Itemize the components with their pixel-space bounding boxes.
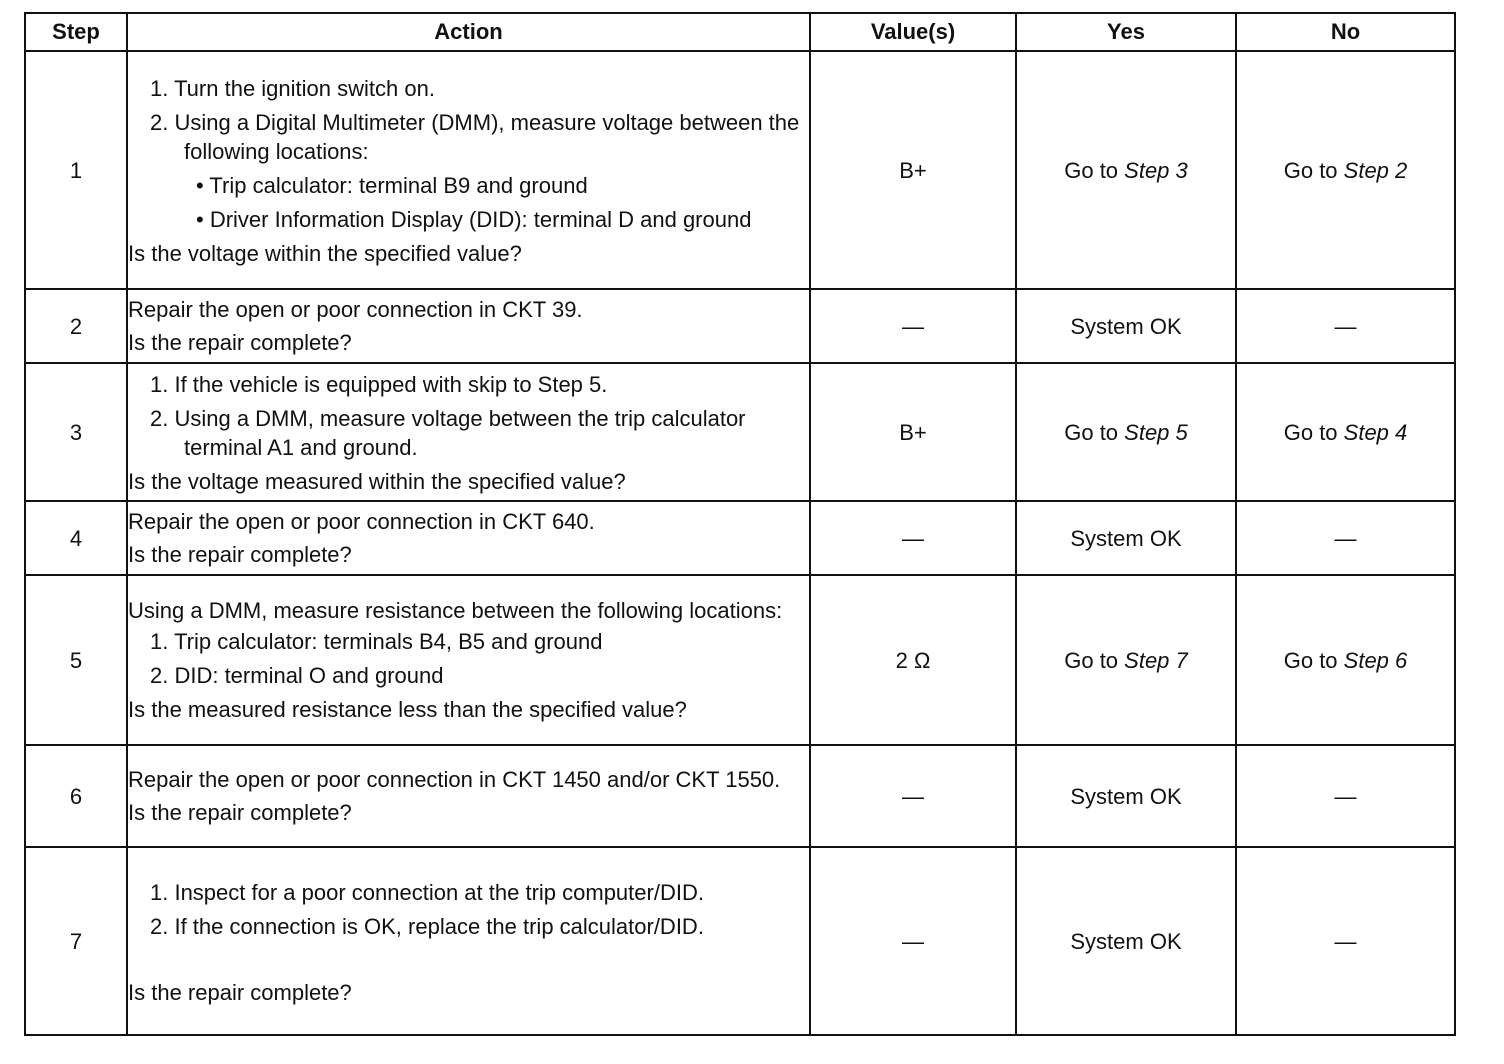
value-cell: B+ [810,51,1016,289]
table-row [25,847,1455,1035]
yes-step-link: Step 5 [1124,419,1188,445]
yes-step-link: Step 3 [1124,157,1188,183]
action-question: Is the measured resistance less than the specified value? [128,697,687,722]
action-text: Repair the open or poor connection in CKT 39. [128,297,583,322]
action-text: Using a DMM, measure resistance between the following locations: [128,598,783,623]
yes-prefix: Go to [1064,647,1125,673]
no-step-link: Step 4 [1343,419,1408,445]
table-row [25,363,1455,501]
yes-cell: System OK [1016,745,1236,847]
table-row [25,501,1455,575]
step-number: 2 [25,289,127,363]
action-bullet: • Driver Information Display (DID): terminal D and ground [196,207,752,232]
action-item: 1. Trip calculator: terminals B4, B5 and ground [150,629,603,654]
yes-prefix: Go to [1064,157,1125,183]
action-question: Is the repair complete? [128,542,352,567]
action-question: Is the voltage within the specified value? [128,241,522,266]
no-step-link: Step 2 [1343,157,1408,183]
step-number: 1 [25,51,127,289]
yes-cell: System OK [1016,289,1236,363]
action-text: Repair the open or poor connection in CKT 640. [128,509,595,534]
header-no: No [1236,13,1455,51]
no-cell [1236,575,1455,745]
header-step: Step [25,13,127,51]
action-cell [127,575,810,745]
step-number: 5 [25,575,127,745]
action-item: 2. Using a Digital Multimeter (DMM), measure voltage between the following locations: [150,110,800,164]
action-cell [127,745,810,847]
no-prefix: Go to [1283,157,1344,183]
no-cell [1236,363,1455,501]
action-question: Is the repair complete? [128,979,352,1005]
action-cell [127,289,810,363]
step-number: 3 [25,363,127,501]
step-number: 6 [25,745,127,847]
yes-cell: System OK [1016,501,1236,575]
action-cell [127,847,810,1035]
action-item: 2. If the connection is OK, replace the trip calculator/DID. [150,913,704,939]
table-row [25,289,1455,363]
action-question: Is the repair complete? [128,330,352,355]
value-cell: — [810,847,1016,1035]
action-cell [127,501,810,575]
action-item: 1. Inspect for a poor connection at the trip computer/DID. [150,879,704,905]
action-item: 2. DID: terminal O and ground [150,663,444,688]
yes-cell: System OK [1016,847,1236,1035]
no-cell [1236,51,1455,289]
no-cell: — [1236,289,1455,363]
header-values: Value(s) [810,13,1016,51]
no-prefix: Go to [1283,419,1344,445]
value-cell: B+ [810,363,1016,501]
action-item: 1. If the vehicle is equipped with skip to Step 5. [150,372,608,397]
diagnostic-table [24,12,1456,1036]
no-prefix: Go to [1283,647,1344,673]
yes-step-link: Step 7 [1124,647,1188,673]
yes-cell [1016,51,1236,289]
no-cell: — [1236,847,1455,1035]
no-cell: — [1236,745,1455,847]
action-question: Is the voltage measured within the specified value? [128,469,626,494]
action-cell [127,363,810,501]
header-yes: Yes [1016,13,1236,51]
step-number: 4 [25,501,127,575]
step-number: 7 [25,847,127,1035]
no-step-link: Step 6 [1343,647,1408,673]
header-action: Action [127,13,810,51]
action-question: Is the repair complete? [128,800,352,825]
header-row [25,13,1455,51]
yes-cell [1016,363,1236,501]
action-cell [127,51,810,289]
table-row [25,745,1455,847]
action-item: 1. Turn the ignition switch on. [150,76,435,101]
action-bullet: • Trip calculator: terminal B9 and ground [196,173,588,198]
value-cell: — [810,745,1016,847]
yes-cell [1016,575,1236,745]
yes-prefix: Go to [1064,419,1125,445]
value-cell: — [810,289,1016,363]
no-cell: — [1236,501,1455,575]
action-text: Repair the open or poor connection in CKT 1450 and/or CKT 1550. [128,767,781,792]
table-row [25,575,1455,745]
table-row [25,51,1455,289]
action-item: 2. Using a DMM, measure voltage between the trip calculator terminal A1 and ground. [150,406,746,460]
value-cell: — [810,501,1016,575]
value-cell: 2 Ω [810,575,1016,745]
